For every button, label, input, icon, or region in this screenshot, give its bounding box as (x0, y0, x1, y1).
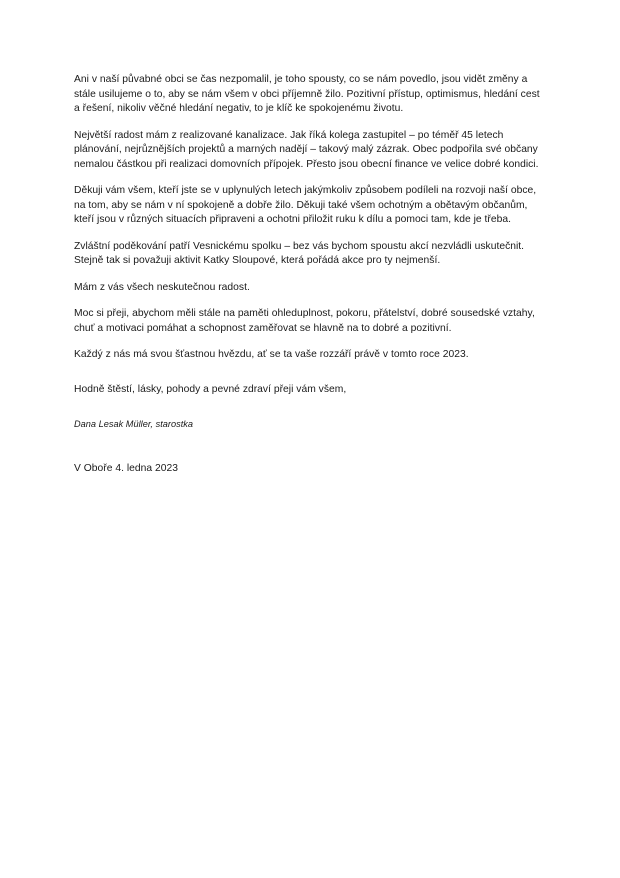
paragraph-joy (74, 281, 574, 296)
text-line: nemalou částkou při realizaci domovních přípojek. Přesto jsou obecní finance ve velice dobré kondici. (74, 158, 539, 170)
paragraph-star (74, 348, 574, 363)
paragraph-association (74, 240, 574, 269)
paragraph-thanks (74, 184, 574, 228)
text-line: Každý z nás má svou šťastnou hvězdu, ať se ta vaše rozzáří právě v tomto roce 2023. (74, 349, 469, 360)
text-line: na tom, aby se nám v ní spokojeně a dobře žilo. Děkuji také všem ochotným a obětavým občanům, (74, 199, 528, 211)
dateline-text: V Oboře 4. ledna 2023 (74, 462, 179, 474)
text-line: Stejně tak si považuji aktivit Katky Sloupové, která pořádá akce pro ty nejmenší. (74, 255, 441, 266)
text-line: Moc si přeji, abychom měli stále na paměti ohleduplnost, pokoru, přátelství, dobré sousedské vztahy, (74, 308, 535, 319)
text-line: plánování, nejrůznějších projektů a marných nadějí – takový malý zázrak. Obec podpořila své občany (74, 144, 538, 155)
text-line: Ani v naší půvabné obci se čas nezpomalil, je toho spousty, co se nám povedlo, jsou vidět změny a (74, 74, 528, 85)
signature (74, 417, 574, 432)
text-line: stále usilujeme o to, aby se nám všem v obci příjemně žilo. Pozitivní přístup, optimismus, hledání cest (74, 88, 540, 100)
text-line: kteří jsou v různých situacích připraveni a ochotni přiložit ruku k dílu a pomoci tam, kde je třeba. (74, 214, 511, 225)
text-line: Děkuji vám všem, kteří jste se v uplynulých letech jakýmkoliv způsobem podíleli na rozvoji naší obce, (74, 185, 537, 196)
closing-greeting (74, 383, 574, 398)
text-line: Hodně štěstí, lásky, pohody a pevné zdraví přeji vám všem, (74, 383, 347, 395)
text-line: a řešení, nikoliv věčné hledání negativ, to je klíč ke spokojenému životu. (74, 103, 404, 114)
paragraph-wishes (74, 307, 574, 336)
text-line: Mám z vás všech neskutečnou radost. (74, 281, 250, 293)
text-line: Největší radost mám z realizované kanalizace. Jak říká kolega zastupitel – po téměř 45 letech (74, 129, 504, 141)
dateline (74, 462, 574, 477)
letter-body (74, 73, 574, 476)
text-line: chuť a motivaci pomáhat a schopnost zaměřovat se hlavně na to dobré a pozitivní. (74, 322, 452, 334)
paragraph-sewerage (74, 129, 574, 173)
text-line: Zvláštní poděkování patří Vesnickému spolku – bez vás bychom spoustu akcí nezvládli uskutečnit. (74, 240, 525, 252)
paragraph-intro (74, 73, 574, 117)
signature-text: Dana Lesak Müller, starostka (74, 419, 194, 429)
